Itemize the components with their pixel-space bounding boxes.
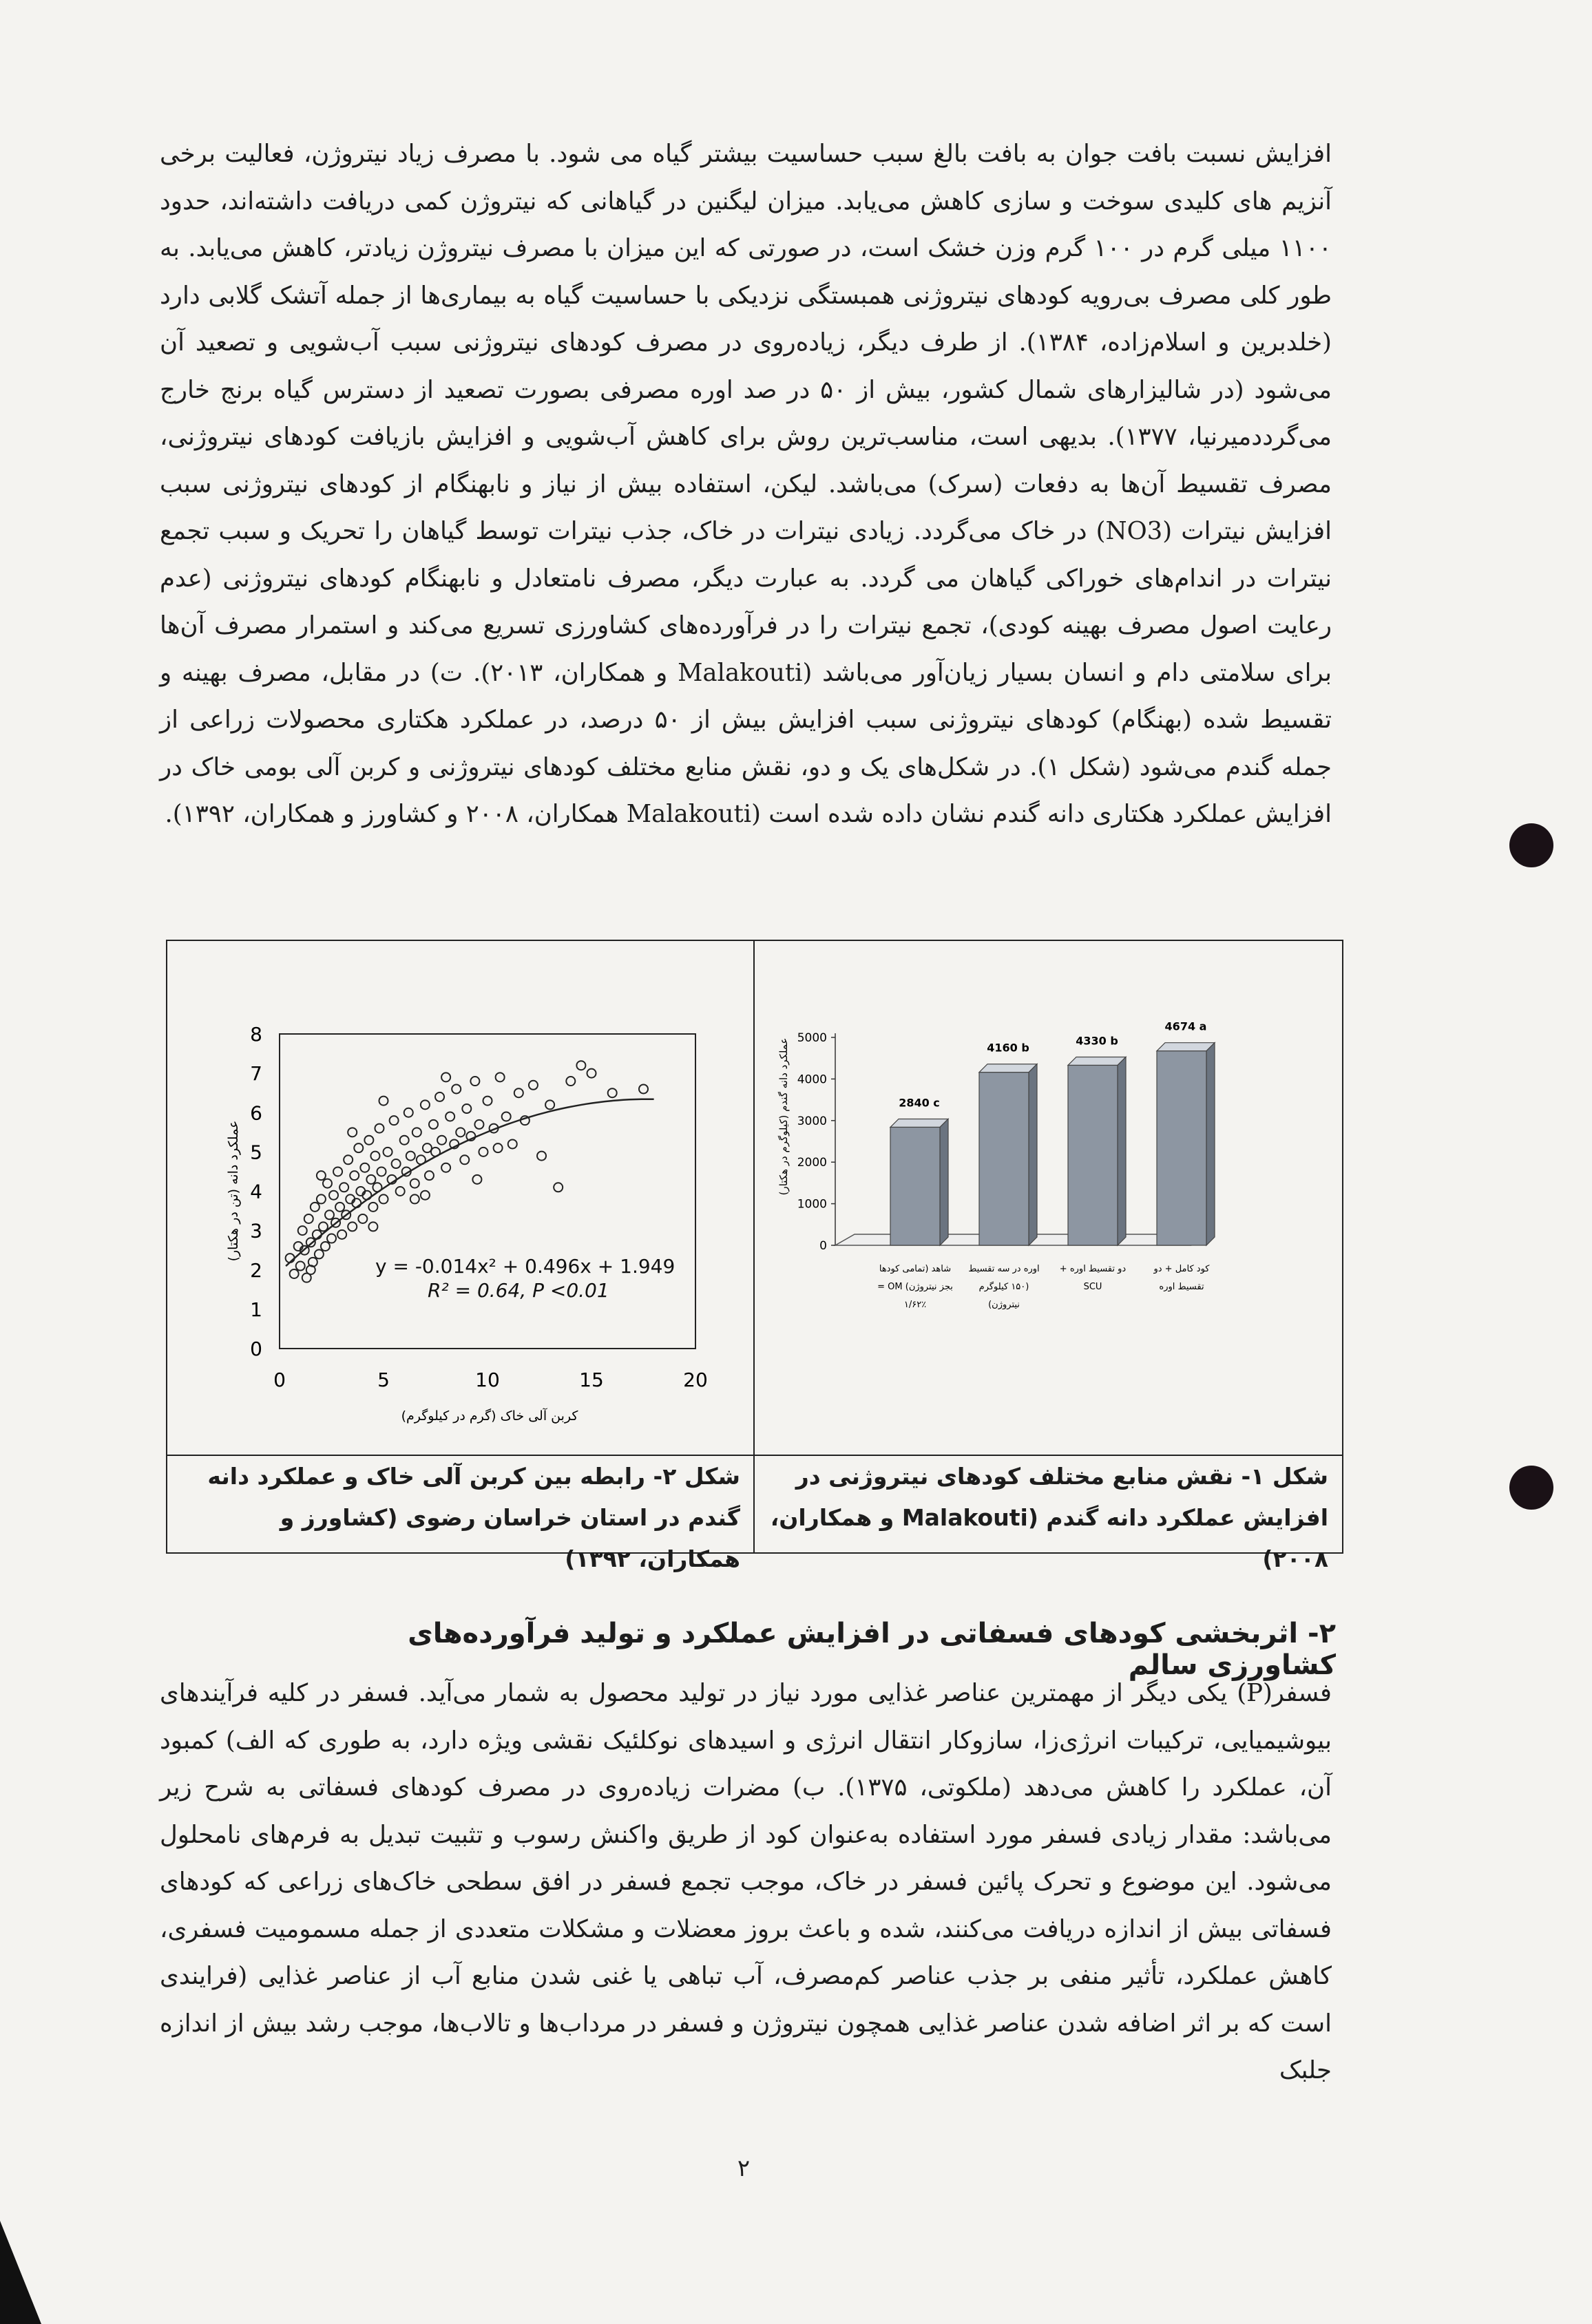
y-tick-label: 2000 bbox=[797, 1156, 827, 1170]
y-tick-label: 0 bbox=[250, 1338, 262, 1360]
data-point bbox=[566, 1077, 575, 1086]
data-point bbox=[537, 1152, 546, 1161]
data-point bbox=[390, 1116, 399, 1125]
y-tick-label: 4 bbox=[250, 1180, 262, 1203]
data-point bbox=[446, 1112, 454, 1121]
data-point bbox=[502, 1112, 511, 1121]
y-axis-label: عملکرد دانه گندم (کیلوگرم در هکتار) bbox=[777, 1037, 790, 1196]
y-tick-label: 4000 bbox=[797, 1073, 827, 1087]
data-point bbox=[348, 1222, 357, 1231]
bar-side bbox=[1118, 1057, 1126, 1245]
scatter-chart bbox=[167, 941, 753, 1455]
data-point bbox=[576, 1061, 585, 1070]
data-point bbox=[472, 1175, 481, 1184]
y-tick-label: 6 bbox=[250, 1101, 262, 1125]
body-paragraph: افزایش نسبت بافت جوان به بافت بالغ سبب حساسیت بیشتر گیاه می شود. با مصرف زیاد نیتروژن، فعالیت برخی آنزیم های کلیدی سوخت و سازی کاهش می‌یابد. میزان لیگنین در گیاهانی که نیتروژن کمی دریافت داشته‌اند، حدود ۱۱۰۰ میلی گرم در ۱۰۰ گرم وزن خشک است، در صورتی که این میزان با مصرف نیتروژن زیادتر، کاهش می‌یابد. به طور کلی مصرف بی‌رویه کودهای نیتروژنی همبستگی نزدیکی با حساسیت گیاه به بیماری‌ها از جمله آتشک گلابی دارد (خلدبرین و اسلام‌زاده، ۱۳۸۴). از طرف دیگر، زیاده‌روی در مصرف کودهای نیتروژنی سبب آب‌شویی و تصعید آن می‌شود (در شالیزارهای شمال کشور، بیش از ۵۰ در صد اوره مصرفی بصورت تصعید از دسترس گیاه برنج خارج می‌گردد‌میرنیا، ۱۳۷۷). بدیهی است، مناسب‌ترین روش برای کاهش آب‌شویی و افزایش بازیافت کودهای نیتروژنی، مصرف تقسیط آن‌ها به دفعات (سرک) می‌باشد. لیکن، استفاده بیش از نیاز و نابهنگام از کودهای نیتروژنی سبب افزایش نیترات (NO3) در خاک می‌گردد. زیادی نیترات در خاک، جذب نیترات توسط گیاهان را تحریک و سبب تجمع نیترات در اندام‌های خوراکی گیاهان می گردد. به عبارت دیگر، مصرف نامتعادل و نابهنگام کودهای نیتروژنی (عدم رعایت اصول مصرف بهینه کودی)، تجمع نیترات را در فرآورده‌های کشاورزی تسریع می‌کند و استمرار مصرف آن‌ها برای سلامتی دام و انسان بسیار زیان‌آور می‌باشد (Malakouti و همکاران، ۲۰۱۳). ت) در مقابل، مصرف بهینه و تقسیط شده (بهنگام) کودهای نیتروژنی سبب افزایش بیش از ۵۰ درصد، در عملکرد هکتاری محصولات زراعی از جمله گندم می‌شود (شکل ۱). در شکل‌های یک و دو، نقش منابع مختلف کودهای نیتروژنی و کربن آلی بومی خاک در افزایش عملکرد هکتاری دانه گندم نشان داده شده است (Malakouti همکاران، ۲۰۰۸ و کشاورز و همکاران، ۱۳۹۲). bbox=[160, 140, 1332, 828]
x-tick-label: 0 bbox=[273, 1369, 286, 1391]
data-point bbox=[406, 1152, 415, 1161]
data-point bbox=[494, 1143, 503, 1152]
data-point bbox=[375, 1124, 384, 1133]
data-point bbox=[298, 1226, 307, 1235]
data-point bbox=[479, 1148, 488, 1156]
data-point bbox=[384, 1148, 392, 1156]
data-point bbox=[529, 1081, 538, 1090]
punch-hole bbox=[1509, 1466, 1553, 1510]
category-label: شاهد (تمامی کودها بجز نیتروژن) OM = ۱/۶۲٪ bbox=[877, 1264, 953, 1310]
x-tick-label: 20 bbox=[683, 1369, 708, 1391]
data-point bbox=[304, 1214, 313, 1223]
data-point bbox=[315, 1249, 324, 1258]
data-point bbox=[379, 1194, 388, 1203]
data-point bbox=[421, 1100, 430, 1109]
bar-side bbox=[1029, 1064, 1037, 1245]
fit-r2: R² = 0.64, P <0.01 bbox=[428, 1279, 609, 1302]
data-point bbox=[435, 1092, 444, 1101]
data-point bbox=[377, 1167, 386, 1176]
data-point bbox=[483, 1097, 492, 1106]
bar bbox=[979, 1073, 1029, 1245]
bar bbox=[890, 1127, 940, 1245]
bar bbox=[1157, 1051, 1206, 1245]
data-point bbox=[333, 1167, 342, 1176]
data-point bbox=[368, 1203, 377, 1212]
y-tick-label: 1 bbox=[250, 1298, 262, 1321]
body-paragraph: فسفر(P) یکی دیگر از مهمترین عناصر غذایی مورد نیاز در تولید محصول به شمار می‌آید. فسفر در کلیه فرآیندهای بیوشیمیایی، ترکیبات انرژی‌زا، سازوکار انتقال انرژی و اسیدهای نوکلئیک نقشی ویژه دارد، به طوری که الف) کمبود آن، عملکرد را کاهش می‌دهد (ملکوتی، ۱۳۷۵). ب) مضرات زیاده‌روی در مصرف کودهای فسفاتی به شرح زیر می‌باشد: مقدار زیادی فسفر مورد استفاده به‌عنوان کود از طریق واکنش رسوب و تثبیت تبدیل به فرم‌های نامحلول می‌شود. این موضوع و تحرک پائین فسفر در خاک، موجب تجمع فسفر در افق سطحی خاک‌های زراعی که کودهای فسفاتی بیش از اندازه دریافت می‌کنند، شده و باعث بروز معضلات و مشکلات متعددی از جمله مسمومیت فسفری، کاهش عملکرد، تأثیر منفی بر جذب عناصر کم‌مصرف، آب تباهی یا غنی شدن منابع آب از عناصر غذایی (فرایندی است که بر اثر اضافه شدن عناصر غذایی همچون نیتروژن و فسفر در مرداب‌ها و تالاب‌ها، موجب رشد بیش از اندازه جلبک bbox=[160, 1679, 1332, 2084]
data-point bbox=[400, 1136, 409, 1145]
y-tick-label: 0 bbox=[819, 1239, 827, 1253]
data-point bbox=[364, 1136, 373, 1145]
data-point bbox=[608, 1088, 617, 1097]
y-tick-label: 8 bbox=[250, 1023, 262, 1046]
bar-value-label: 4330 b bbox=[1076, 1034, 1118, 1048]
data-point bbox=[452, 1084, 461, 1093]
data-point bbox=[368, 1222, 377, 1231]
y-tick-label: 5000 bbox=[797, 1031, 827, 1045]
data-point bbox=[404, 1108, 413, 1117]
data-point bbox=[360, 1163, 369, 1172]
bar-top bbox=[979, 1064, 1037, 1073]
figure-2-caption: شکل ۲- رابطه بین کربن آلی خاک و عملکرد دانه گندم در استان خراسان رضوی (کشاورز و همکاران، ۱۳۹۲) bbox=[207, 1463, 740, 1572]
data-point bbox=[306, 1265, 315, 1274]
bar-value-label: 4160 b bbox=[987, 1041, 1029, 1055]
data-point bbox=[508, 1139, 517, 1148]
data-point bbox=[370, 1152, 379, 1161]
data-point bbox=[437, 1136, 446, 1145]
fit-curve bbox=[286, 1099, 654, 1267]
data-point bbox=[366, 1175, 375, 1184]
category-label: دو تقسیط اوره + SCU bbox=[1059, 1264, 1127, 1292]
bar bbox=[1068, 1065, 1118, 1245]
data-point bbox=[423, 1143, 432, 1152]
data-point bbox=[290, 1269, 299, 1278]
bar-side bbox=[940, 1119, 948, 1245]
bar-top bbox=[890, 1119, 948, 1127]
punch-hole bbox=[1509, 823, 1553, 867]
x-tick-label: 15 bbox=[579, 1369, 604, 1391]
data-point bbox=[462, 1104, 471, 1113]
data-point bbox=[392, 1159, 401, 1168]
data-point bbox=[358, 1214, 367, 1223]
data-point bbox=[354, 1143, 363, 1152]
data-point bbox=[317, 1171, 326, 1180]
data-point bbox=[348, 1128, 357, 1137]
data-point bbox=[296, 1262, 305, 1271]
data-point bbox=[425, 1171, 434, 1180]
x-tick-label: 10 bbox=[475, 1369, 500, 1391]
section-heading: ۲- اثربخشی کودهای فسفاتی در افزایش عملکرد و تولید فرآورده‌های کشاورزی سالم bbox=[408, 1618, 1336, 1681]
y-tick-label: 3000 bbox=[797, 1114, 827, 1128]
data-point bbox=[379, 1097, 388, 1106]
data-point bbox=[410, 1194, 419, 1203]
bar-chart bbox=[755, 941, 1341, 1455]
x-tick-label: 5 bbox=[377, 1369, 390, 1391]
y-tick-label: 3 bbox=[250, 1219, 262, 1243]
data-point bbox=[396, 1187, 405, 1196]
data-point bbox=[639, 1084, 648, 1093]
data-point bbox=[335, 1203, 344, 1212]
data-point bbox=[412, 1128, 421, 1137]
data-point bbox=[441, 1163, 450, 1172]
data-point bbox=[321, 1242, 330, 1251]
data-point bbox=[587, 1069, 596, 1078]
data-point bbox=[554, 1183, 563, 1192]
data-point bbox=[496, 1073, 505, 1081]
y-tick-label: 5 bbox=[250, 1141, 262, 1164]
data-point bbox=[323, 1179, 332, 1188]
data-point bbox=[311, 1203, 320, 1212]
y-tick-label: 7 bbox=[250, 1062, 262, 1086]
bar-top bbox=[1157, 1043, 1215, 1051]
data-point bbox=[545, 1100, 554, 1109]
y-tick-label: 1000 bbox=[797, 1197, 827, 1212]
data-point bbox=[410, 1179, 419, 1188]
data-point bbox=[441, 1073, 450, 1081]
data-point bbox=[514, 1088, 523, 1097]
bar-value-label: 4674 a bbox=[1164, 1020, 1207, 1033]
data-point bbox=[317, 1194, 326, 1203]
y-axis-label: عملکرد دانه (تن در هکتار) bbox=[226, 1120, 241, 1262]
data-point bbox=[327, 1234, 336, 1243]
bar-top bbox=[1068, 1057, 1126, 1065]
category-label: کود کامل + دو تقسیط اوره bbox=[1153, 1264, 1210, 1292]
fit-equation: y = -0.014x² + 0.496x + 1.949 bbox=[375, 1255, 675, 1278]
data-point bbox=[344, 1155, 353, 1164]
data-point bbox=[474, 1120, 483, 1129]
y-tick-label: 2 bbox=[250, 1258, 262, 1282]
data-point bbox=[337, 1230, 346, 1239]
x-axis-label: کربن آلی خاک (گرم در کیلوگرم) bbox=[401, 1408, 578, 1424]
data-point bbox=[460, 1155, 469, 1164]
data-point bbox=[421, 1191, 430, 1200]
page-number: ۲ bbox=[737, 2155, 751, 2182]
category-label: اوره در سه تقسیط (۱۵۰ کیلوگرم نیتروژن) bbox=[968, 1264, 1040, 1310]
data-point bbox=[325, 1210, 334, 1219]
data-point bbox=[350, 1171, 359, 1180]
data-point bbox=[339, 1183, 348, 1192]
page-corner-shadow bbox=[0, 2221, 41, 2324]
data-point bbox=[456, 1128, 465, 1137]
figure-1-caption: شکل ۱- نقش منابع مختلف کودهای نیتروژنی در افزایش عملکرد دانه گندم (Malakouti و همکاران، ۲۰۰۸) bbox=[770, 1463, 1328, 1572]
bar-side bbox=[1206, 1043, 1215, 1245]
data-point bbox=[329, 1191, 338, 1200]
bar-value-label: 2840 c bbox=[899, 1096, 940, 1110]
data-point bbox=[470, 1077, 479, 1086]
figure-box bbox=[166, 940, 1343, 1572]
data-point bbox=[429, 1120, 438, 1129]
